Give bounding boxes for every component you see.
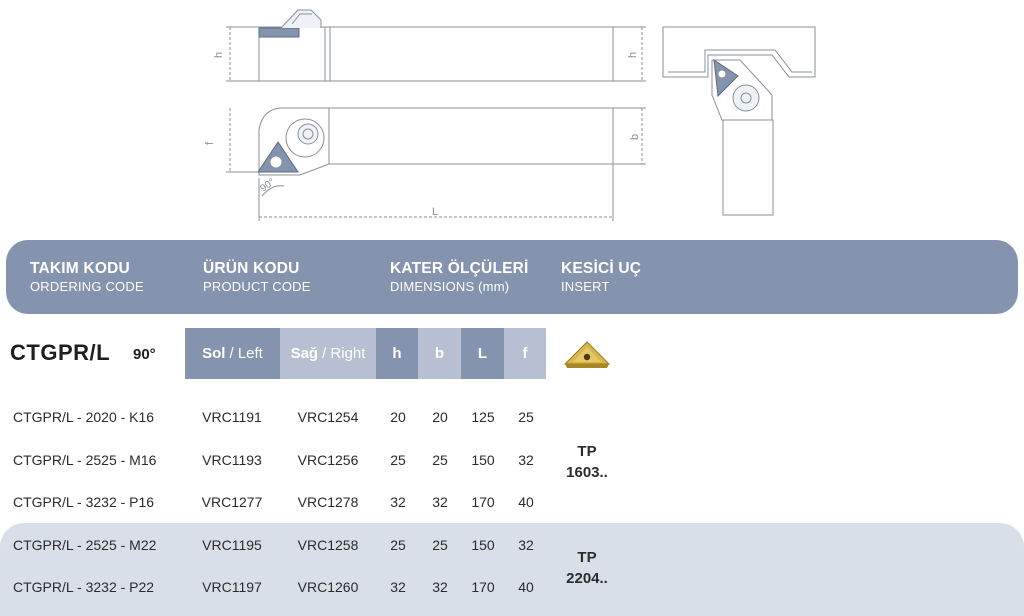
row-h: 25: [390, 537, 406, 553]
end-view: [663, 27, 815, 215]
row-right-code: VRC1278: [297, 494, 359, 510]
row-left-code: VRC1197: [202, 579, 262, 595]
row-code: CTGPR/L - 3232 - P22: [13, 579, 155, 595]
row-f: 40: [518, 494, 534, 510]
row-b: 20: [432, 409, 448, 425]
dimensions-tr: KATER ÖLÇÜLERİ: [390, 260, 529, 277]
row-code: CTGPR/L - 2525 - M16: [13, 452, 157, 468]
row-b: 32: [432, 579, 448, 595]
dim-b: b: [629, 133, 641, 140]
row-right-code: VRC1258: [297, 537, 359, 553]
subheader-right: [280, 328, 376, 379]
row-right-code: VRC1254: [297, 409, 359, 425]
row-L: 170: [471, 494, 495, 510]
product-code-en: PRODUCT CODE: [203, 279, 311, 294]
subheader-left-en: / Left: [229, 345, 263, 362]
subheader-left: [185, 328, 280, 379]
model-angle: 90°: [133, 346, 156, 363]
row-f: 32: [518, 452, 534, 468]
insert-en: INSERT: [561, 279, 610, 294]
row-f: 25: [518, 409, 534, 425]
dim-L: L: [432, 206, 439, 218]
table-header-bar: [6, 240, 1018, 314]
insert-type: TP: [577, 443, 597, 460]
row-L: 150: [471, 452, 495, 468]
insert-size: 1603..: [566, 464, 608, 481]
tool-holder-drawing: [0, 0, 1024, 232]
row-left-code: VRC1193: [202, 452, 262, 468]
row-left-code: VRC1191: [202, 409, 262, 425]
insert-size: 2204..: [566, 570, 608, 587]
subheader-f-label: f: [522, 345, 528, 362]
insert-header: [561, 260, 641, 294]
row-left-code: VRC1195: [202, 537, 262, 553]
row-right-code: VRC1256: [297, 452, 359, 468]
subheader-L-label: L: [477, 345, 488, 362]
row-code: CTGPR/L - 2020 - K16: [13, 409, 155, 425]
front-view: [226, 10, 646, 81]
row-L: 170: [471, 579, 495, 595]
row-L: 150: [471, 537, 495, 553]
dim-f: f: [204, 141, 216, 145]
top-view: [226, 108, 646, 221]
dim-angle: 90°: [258, 176, 278, 195]
insert-tp-icon: [563, 338, 611, 370]
subheader-left-tr: Sol: [202, 345, 226, 362]
subheader-b: [418, 328, 461, 379]
subheader-f: [504, 328, 546, 379]
dim-h-right: h: [627, 51, 639, 58]
ordering-code-tr: TAKIM KODU: [30, 260, 130, 277]
subheader-h-label: h: [392, 345, 402, 362]
row-f: 32: [518, 537, 534, 553]
subheader-b-label: b: [434, 345, 445, 362]
subheader-L: [461, 328, 504, 379]
dimensions-header: [390, 260, 529, 294]
row-h: 32: [390, 579, 406, 595]
row-L: 125: [471, 409, 495, 425]
dimensions-en: DIMENSIONS (mm): [390, 279, 510, 294]
product-code-tr: ÜRÜN KODU: [203, 260, 300, 277]
row-h: 20: [390, 409, 406, 425]
row-f: 40: [518, 579, 534, 595]
insert-type: TP: [577, 549, 597, 566]
model-name: CTGPR/L: [10, 340, 111, 365]
dim-h-left: h: [213, 51, 225, 58]
insert-label-1603: [547, 441, 627, 483]
row-b: 25: [432, 452, 448, 468]
ordering-code-header: [30, 260, 144, 294]
product-code-header: [203, 260, 311, 294]
insert-label-2204: [547, 547, 627, 589]
row-left-code: VRC1277: [201, 494, 263, 510]
row-h: 25: [390, 452, 406, 468]
row-b: 32: [432, 494, 448, 510]
row-code: CTGPR/L - 2525 - M22: [13, 537, 157, 553]
row-right-code: VRC1260: [297, 579, 359, 595]
subheader-h: [376, 328, 418, 379]
row-b: 25: [432, 537, 448, 553]
subheader-right-en: / Right: [322, 345, 366, 362]
subheader-right-tr: Sağ: [290, 345, 319, 362]
insert-tr: KESİCİ UÇ: [561, 260, 642, 277]
row-code: CTGPR/L - 3232 - P16: [13, 494, 155, 510]
ordering-code-en: ORDERING CODE: [30, 279, 144, 294]
row-h: 32: [390, 494, 406, 510]
